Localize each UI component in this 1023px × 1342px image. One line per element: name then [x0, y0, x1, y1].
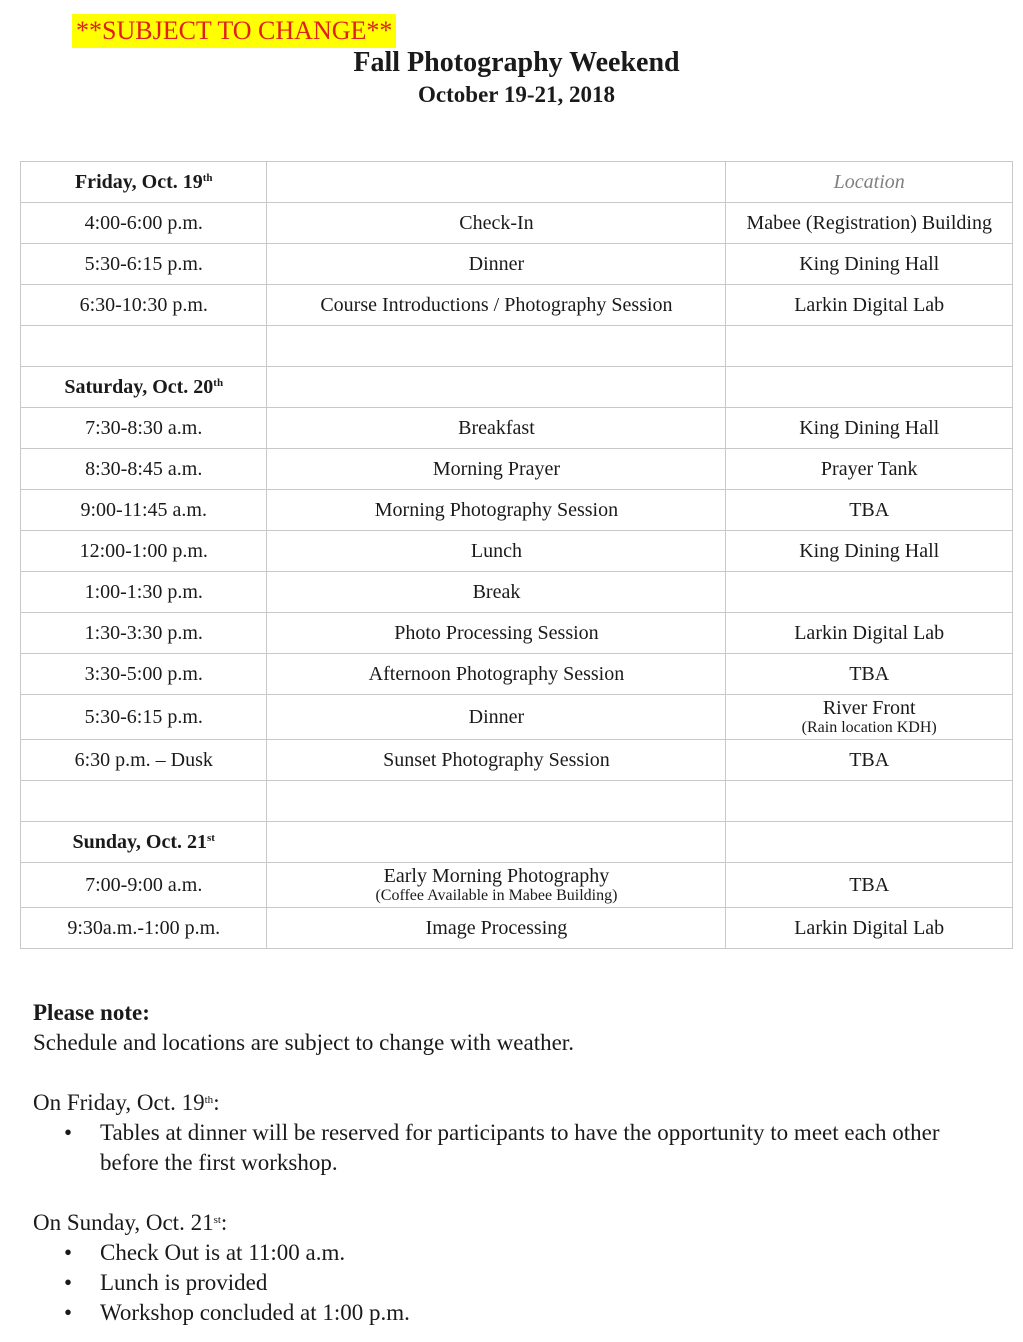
table-row: [21, 408, 1013, 449]
event-cell: Image Processing: [267, 908, 726, 949]
friday-note-intro: On Friday, Oct. 19th:: [33, 1090, 220, 1115]
day-header-row: [21, 162, 1013, 203]
event-dates: October 19-21, 2018: [418, 82, 615, 107]
day-header-row: [21, 367, 1013, 408]
time-cell: 4:00-6:00 p.m.: [21, 203, 267, 244]
notes-line: Schedule and locations are subject to change with weather.: [33, 1030, 574, 1055]
time-cell: 7:00-9:00 a.m.: [21, 863, 267, 908]
event-cell: Check-In: [267, 203, 726, 244]
event-cell: Course Introductions / Photography Session: [267, 285, 726, 326]
list-item: • Lunch is provided: [33, 1268, 1003, 1298]
bullet-icon: •: [64, 1270, 73, 1295]
time-cell: 7:30-8:30 a.m.: [21, 408, 267, 449]
bullet-icon: •: [64, 1240, 73, 1265]
sunday-note-intro: On Sunday, Oct. 21st:: [33, 1210, 228, 1235]
event-cell: Break: [267, 572, 726, 613]
table-row: [21, 863, 1013, 908]
location-cell: [726, 572, 1013, 613]
notes-heading: Please note:: [33, 1000, 150, 1025]
time-cell: 9:00-11:45 a.m.: [21, 490, 267, 531]
location-cell: TBA: [726, 740, 1013, 781]
table-row: [21, 531, 1013, 572]
event-cell: Morning Prayer: [267, 449, 726, 490]
time-cell: 5:30-6:15 p.m.: [21, 695, 267, 740]
time-cell: 8:30-8:45 a.m.: [21, 449, 267, 490]
location-cell: King Dining Hall: [726, 531, 1013, 572]
time-cell: 1:00-1:30 p.m.: [21, 572, 267, 613]
schedule-table: [20, 161, 1013, 949]
notes-section: [33, 998, 1003, 1328]
day-header-row: [21, 822, 1013, 863]
event-cell: Photo Processing Session: [267, 613, 726, 654]
time-cell: 6:30 p.m. – Dusk: [21, 740, 267, 781]
table-row: [21, 572, 1013, 613]
table-row: [21, 654, 1013, 695]
table-row: [21, 244, 1013, 285]
event-cell: Breakfast: [267, 408, 726, 449]
location-cell: King Dining Hall: [726, 244, 1013, 285]
day-label-friday: Friday, Oct. 19th: [21, 162, 267, 203]
bullet-icon: •: [64, 1120, 73, 1145]
subject-to-change-banner: **SUBJECT TO CHANGE**: [72, 14, 396, 48]
page-title: Fall Photography Weekend: [353, 47, 680, 78]
coffee-note: (Coffee Available in Mabee Building): [375, 887, 618, 904]
event-text: Early Morning Photography: [383, 865, 610, 887]
list-item: • Check Out is at 11:00 a.m.: [33, 1238, 1003, 1268]
table-row: [21, 203, 1013, 244]
table-row: [21, 613, 1013, 654]
location-column-header: Location: [726, 162, 1013, 203]
event-cell: Sunset Photography Session: [267, 740, 726, 781]
table-row: [21, 490, 1013, 531]
time-cell: 3:30-5:00 p.m.: [21, 654, 267, 695]
location-cell: Larkin Digital Lab: [726, 908, 1013, 949]
location-cell: TBA: [726, 863, 1013, 908]
event-cell: Dinner: [267, 695, 726, 740]
list-item: • Tables at dinner will be reserved for participants to have the opportunity to meet each other before the first workshop.: [64, 1120, 940, 1175]
table-row: [21, 908, 1013, 949]
time-cell: 6:30-10:30 p.m.: [21, 285, 267, 326]
event-cell: Afternoon Photography Session: [267, 654, 726, 695]
location-cell: Prayer Tank: [726, 449, 1013, 490]
location-cell: Larkin Digital Lab: [726, 613, 1013, 654]
spacer-row: [21, 326, 1013, 367]
table-row: [21, 285, 1013, 326]
time-cell: 9:30a.m.-1:00 p.m.: [21, 908, 267, 949]
location-cell: King Dining Hall: [726, 408, 1013, 449]
table-row: [21, 449, 1013, 490]
location-cell: Larkin Digital Lab: [726, 285, 1013, 326]
rain-location-note: (Rain location KDH): [801, 719, 937, 736]
event-cell: Morning Photography Session: [267, 490, 726, 531]
day-label-sunday: Sunday, Oct. 21st: [21, 822, 267, 863]
list-item: • Workshop concluded at 1:00 p.m.: [33, 1298, 1003, 1328]
location-cell: Mabee (Registration) Building: [726, 203, 1013, 244]
table-row: [21, 695, 1013, 740]
location-cell: TBA: [726, 490, 1013, 531]
table-row: [21, 740, 1013, 781]
spacer-row: [21, 781, 1013, 822]
time-cell: 5:30-6:15 p.m.: [21, 244, 267, 285]
sunday-note-list: [33, 1238, 1003, 1328]
time-cell: 12:00-1:00 p.m.: [21, 531, 267, 572]
event-cell: [267, 863, 726, 908]
event-cell: Dinner: [267, 244, 726, 285]
location-text: River Front: [822, 697, 916, 719]
location-cell: TBA: [726, 654, 1013, 695]
friday-note-list: [33, 1118, 1003, 1178]
time-cell: 1:30-3:30 p.m.: [21, 613, 267, 654]
bullet-icon: •: [64, 1300, 73, 1325]
location-cell: [726, 695, 1013, 740]
event-cell: Lunch: [267, 531, 726, 572]
day-label-saturday: Saturday, Oct. 20th: [21, 367, 267, 408]
